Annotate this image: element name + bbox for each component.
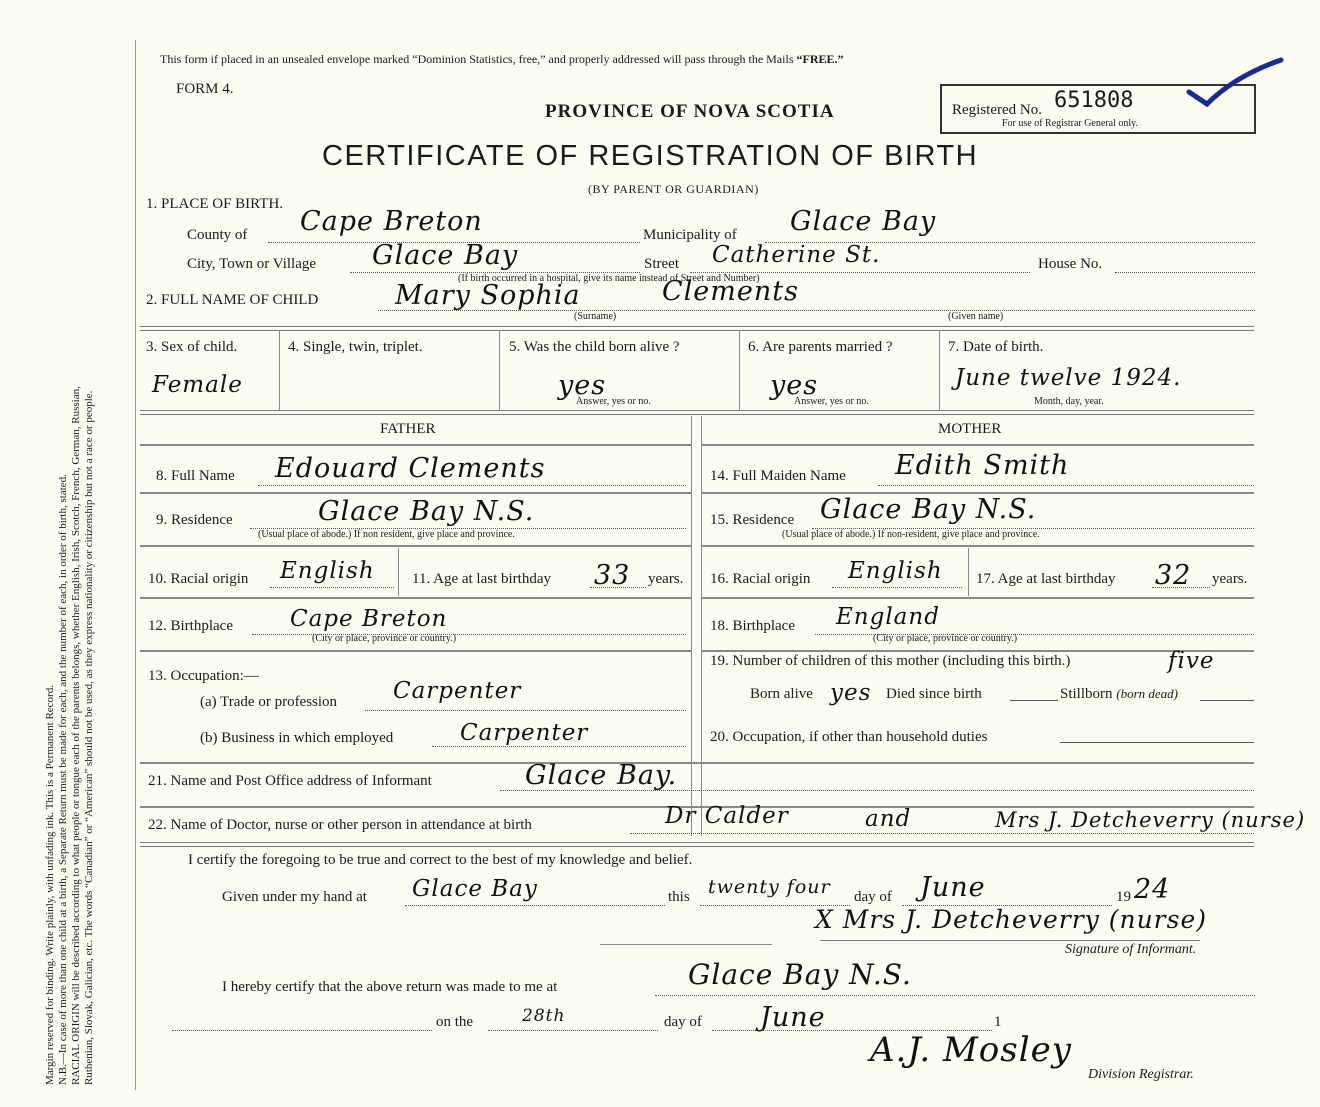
binding-margin-line	[135, 40, 136, 1090]
county-label: County of	[187, 227, 248, 243]
mother-occupation-dash	[1060, 742, 1254, 743]
registrar-day-of-label: day of	[664, 1014, 702, 1030]
date-of-birth-label: 7. Date of birth.	[948, 339, 1044, 355]
mother-age-value: 32	[1155, 560, 1192, 591]
registrar-month-value: June	[760, 1002, 826, 1033]
father-residence-note: (Usual place of abode.) If non resident, give place and province.	[258, 529, 515, 540]
and-value: and	[865, 806, 912, 832]
mother-birthplace-label: 18. Birthplace	[710, 618, 795, 634]
informant-value: Glace Bay.	[525, 760, 678, 791]
form-number: FORM 4.	[176, 81, 234, 97]
row-sep-f5	[140, 650, 691, 652]
margin-line-2: N.B.—In case of more than one child at a birth, a Separate Return must be made for each, and the number of each, in order of birth, stated.	[57, 474, 69, 1085]
city-value: Glace Bay	[372, 240, 519, 271]
given-place-line	[405, 905, 665, 906]
col-divider-2	[499, 330, 500, 410]
row-sep-f3	[140, 545, 691, 547]
row-sep-f4	[140, 597, 691, 599]
informant-signature: X Mrs J. Detcheverry (nurse)	[815, 905, 1208, 934]
certify-statement: I certify the foregoing to be true and correct to the best of my knowledge and belief.	[188, 852, 693, 868]
died-since-birth-label: Died since birth	[886, 686, 982, 702]
divider-top	[140, 326, 1254, 331]
married-note: Answer, yes or no.	[794, 396, 869, 407]
trade-value: Carpenter	[393, 678, 522, 704]
row-sep-f2	[140, 492, 691, 494]
children-count-label: 19. Number of children of this mother (including this birth.)	[710, 653, 1071, 669]
place-of-birth-label: 1. PLACE OF BIRTH.	[146, 196, 284, 212]
business-value: Carpenter	[460, 720, 589, 746]
mother-name-line	[878, 485, 1254, 486]
died-since-birth-dash	[1010, 700, 1058, 701]
informant-signature-label: Signature of Informant.	[1065, 942, 1197, 957]
born-alive-label: 5. Was the child born alive ?	[509, 339, 680, 355]
registered-label: Registered No.	[952, 102, 1042, 118]
doctor-value: Dr Calder	[665, 803, 789, 829]
col-divider-3	[739, 330, 740, 410]
mail-notice	[160, 52, 844, 67]
father-birthplace-label: 12. Birthplace	[148, 618, 233, 634]
father-racial-line	[270, 587, 394, 588]
province-heading: PROVINCE OF NOVA SCOTIA	[545, 101, 835, 122]
attendant-label: 22. Name of Doctor, nurse or other person in attendance at birth	[148, 817, 532, 833]
registrar-day-line	[488, 1030, 658, 1031]
col-divider-1	[279, 330, 280, 410]
this-label: this	[668, 889, 690, 905]
mother-residence-label: 15. Residence	[710, 512, 795, 528]
married-label: 6. Are parents married ?	[748, 339, 893, 355]
registrar-signature: A.J. Mosley	[870, 1030, 1072, 1070]
mother-racial-line	[832, 587, 962, 588]
father-name-line	[258, 485, 686, 486]
registrar-line-left	[172, 1030, 432, 1031]
county-value: Cape Breton	[300, 206, 483, 237]
trade-line	[365, 710, 686, 711]
year-value: 24	[1134, 874, 1171, 905]
municipality-value: Glace Bay	[790, 206, 937, 237]
page-title: CERTIFICATE OF REGISTRATION OF BIRTH	[322, 140, 979, 172]
child-surname: Clements	[662, 276, 799, 307]
father-heading: FATHER	[380, 421, 436, 437]
business-label: (b) Business in which employed	[200, 730, 394, 746]
short-divider	[600, 944, 772, 945]
business-line	[432, 746, 686, 747]
registrar-note: For use of Registrar General only.	[1002, 118, 1138, 129]
surname-note: (Surname)	[574, 311, 617, 322]
father-birthplace-value: Cape Breton	[290, 606, 448, 632]
stillborn-label	[1060, 686, 1178, 703]
born-alive-value: yes	[558, 370, 607, 401]
page-subtitle: (BY PARENT OR GUARDIAN)	[588, 182, 759, 196]
registrar-year-prefix: 1	[994, 1014, 1002, 1030]
mother-age-divider	[968, 548, 969, 596]
born-alive-count-value: yes	[830, 680, 872, 706]
month-value: June	[920, 872, 986, 903]
born-alive-count-label: Born alive	[750, 686, 813, 702]
margin-line-3: RACIAL ORIGIN will be described according to what people or tongue each of the parents belongs, whether English, Irish, Scotch, French, German, Russian,	[70, 386, 82, 1085]
stillborn-dash	[1200, 700, 1254, 701]
given-place-value: Glace Bay	[412, 876, 538, 902]
mother-residence-note: (Usual place of abode.) If non-resident, give place and province.	[782, 529, 1040, 540]
registrar-place-line	[655, 995, 1255, 996]
day-value: twenty four	[708, 876, 831, 898]
row-sep-m4	[701, 597, 1254, 599]
registrar-statement: I hereby certify that the above return was made to me at	[222, 979, 558, 995]
house-number-label: House No.	[1038, 256, 1103, 272]
street-value: Catherine St.	[712, 242, 881, 268]
child-given-name: Mary Sophia	[395, 280, 581, 311]
day-of-label: day of	[854, 889, 892, 905]
father-residence-value: Glace Bay N.S.	[318, 496, 535, 527]
mother-heading: MOTHER	[938, 421, 1002, 437]
registrar-place-value: Glace Bay N.S.	[688, 958, 912, 991]
parents-divider-right	[701, 416, 702, 836]
margin-line-1: Margin reserved for binding. Write plainly, with unfading ink. This is a Permanent Record.	[44, 685, 56, 1085]
mother-residence-value: Glace Bay N.S.	[820, 494, 1037, 525]
father-birthplace-note: (City or place, province or country.)	[312, 633, 457, 644]
date-of-birth-value: June twelve 1924.	[955, 365, 1182, 391]
mail-notice-text: This form if placed in an unsealed envelope marked “Dominion Statistics, free,” and properly addressed will pass through the Mails	[160, 52, 794, 66]
stillborn-note: (born dead)	[1116, 686, 1179, 701]
married-value: yes	[770, 370, 819, 401]
given-name-note: (Given name)	[948, 311, 1004, 322]
house-number-line	[1115, 272, 1255, 273]
hospital-note: (If birth occurred in a hospital, give its name instead of Street and Number)	[458, 273, 760, 284]
father-occupation-label: 13. Occupation:—	[148, 668, 259, 684]
father-racial-label: 10. Racial origin	[148, 571, 249, 587]
informant-signature-line	[820, 940, 1200, 941]
col-divider-4	[939, 330, 940, 410]
year-prefix: 19	[1116, 889, 1131, 905]
mother-occupation-label: 20. Occupation, if other than household duties	[710, 729, 988, 745]
divider-parents	[140, 410, 1254, 415]
margin-instructions	[44, 40, 134, 1085]
parents-divider-left	[691, 416, 692, 836]
father-age-divider	[398, 548, 399, 596]
mail-free: “FREE.”	[796, 52, 844, 66]
margin-line-4: Ruthenian, Slovak, Galician, etc. The words “Canadian” or “American” should not be used, as they express nationality or citizenship but not a race or people.	[83, 390, 95, 1085]
father-name-label: 8. Full Name	[156, 468, 235, 484]
city-label: City, Town or Village	[187, 256, 317, 272]
given-under-label: Given under my hand at	[222, 889, 367, 905]
sex-label: 3. Sex of child.	[146, 339, 238, 355]
sex-value: Female	[152, 372, 243, 398]
row-sep-m1	[701, 444, 1254, 446]
father-name-value: Edouard Clements	[275, 453, 546, 484]
child-name-label: 2. FULL NAME OF CHILD	[146, 292, 319, 308]
attendant-line	[630, 833, 1254, 834]
row-sep-m3	[701, 545, 1254, 547]
row-sep-informant	[140, 762, 1254, 764]
mother-name-value: Edith Smith	[895, 450, 1070, 481]
municipality-label: Municipality of	[643, 227, 737, 243]
street-label: Street	[644, 256, 679, 272]
mother-birthplace-note: (City or place, province or country.)	[873, 633, 1018, 644]
stillborn-text: Stillborn	[1060, 686, 1113, 702]
father-age-value: 33	[594, 560, 631, 591]
mother-years-label: years.	[1212, 571, 1248, 587]
registrar-signature-label: Division Registrar.	[1088, 1067, 1194, 1082]
born-alive-note: Answer, yes or no.	[576, 396, 651, 407]
divider-certify	[140, 842, 1254, 847]
father-racial-value: English	[280, 558, 375, 584]
on-the-label: on the	[436, 1014, 474, 1030]
mother-racial-value: English	[848, 558, 943, 584]
registered-number: 651808	[1054, 88, 1134, 113]
father-residence-label: 9. Residence	[156, 512, 233, 528]
row-sep-f1	[140, 444, 691, 446]
nurse-value: Mrs J. Detcheverry (nurse)	[995, 808, 1306, 832]
informant-label: 21. Name and Post Office address of Informant	[148, 773, 432, 789]
date-of-birth-note: Month, day, year.	[1034, 396, 1104, 407]
children-count-value: five	[1168, 648, 1215, 674]
check-mark-icon	[1185, 56, 1285, 108]
mother-age-label: 17. Age at last birthday	[976, 571, 1116, 587]
plurality-label: 4. Single, twin, triplet.	[288, 339, 423, 355]
mother-racial-label: 16. Racial origin	[710, 571, 811, 587]
father-age-label: 11. Age at last birthday	[412, 571, 551, 587]
trade-label: (a) Trade or profession	[200, 694, 338, 710]
registrar-day-value: 28th	[522, 1006, 566, 1026]
father-years-label: years.	[648, 571, 684, 587]
mother-name-label: 14. Full Maiden Name	[710, 468, 846, 484]
mother-birthplace-value: England	[836, 604, 940, 630]
